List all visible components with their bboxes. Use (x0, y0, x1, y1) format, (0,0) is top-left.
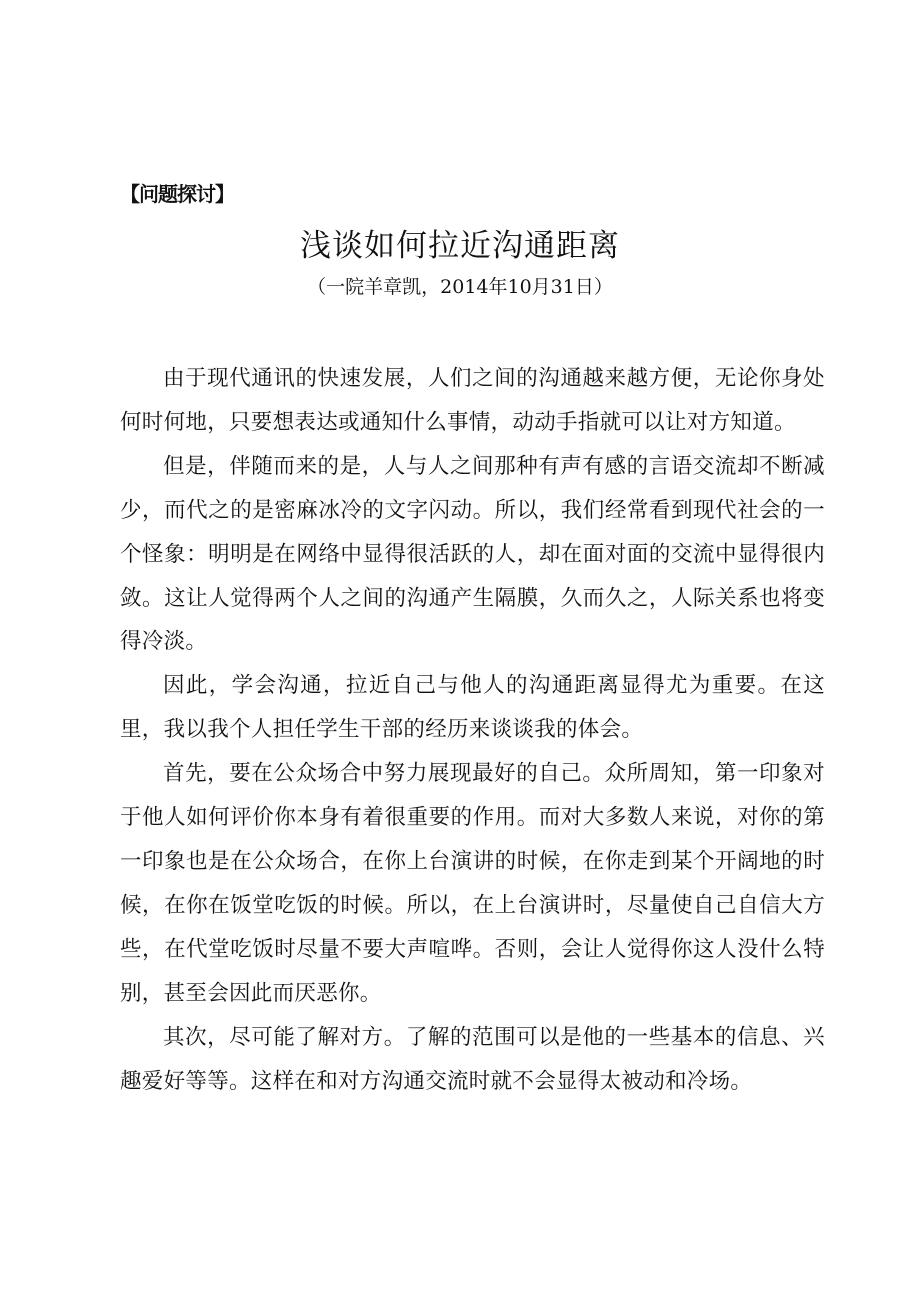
paragraph-2: 但是，伴随而来的是，人与人之间那种有声有感的言语交流却不断减少，而代之的是密麻冰冷的文字闪动。所以，我们经常看到现代社会的一个怪象：明明是在网络中显得很活跃的人，却在面对面的交流中显得很内敛。这让人觉得两个人之间的沟通产生隔膜，久而久之，人际关系也将变得冷淡。 (120, 453, 825, 655)
paragraph-4: 首先，要在公众场合中努力展现最好的自己。众所周知，第一印象对于他人如何评价你本身有着很重要的作用。而对大多数人来说，对你的第一印象也是在公众场合，在你上台演讲的时候，在你走到某个开阔地的时候，在你在饭堂吃饭的时候。所以，在上台演讲时，尽量使自己自信大方些，在代堂吃饭时尽量不要大声喧哗。否则，会让人觉得你这人没什么特别，甚至会因此而厌恶你。 (120, 761, 825, 1006)
section-tag: 【问题探讨】 (120, 182, 234, 206)
paragraph-3: 因此，学会沟通，拉近自己与他人的沟通距离显得尤为重要。在这里，我以我个人担任学生干部的经历来谈谈我的体会。 (120, 673, 825, 743)
page-title: 浅谈如何拉近沟通距离 (300, 228, 620, 264)
paragraph-5: 其次，尽可能了解对方。了解的范围可以是他的一些基本的信息、兴趣爱好等等。这样在和对方沟通交流时就不会显得太被动和冷场。 (120, 1024, 825, 1094)
author-date-byline: （一院羊章凯，2014年10月31日） (307, 276, 613, 298)
article-body (120, 357, 825, 1103)
paragraph-1: 由于现代通讯的快速发展，人们之间的沟通越来越方便，无论你身处何时何地，只要想表达或通知什么事情，动动手指就可以让对方知道。 (120, 366, 825, 435)
